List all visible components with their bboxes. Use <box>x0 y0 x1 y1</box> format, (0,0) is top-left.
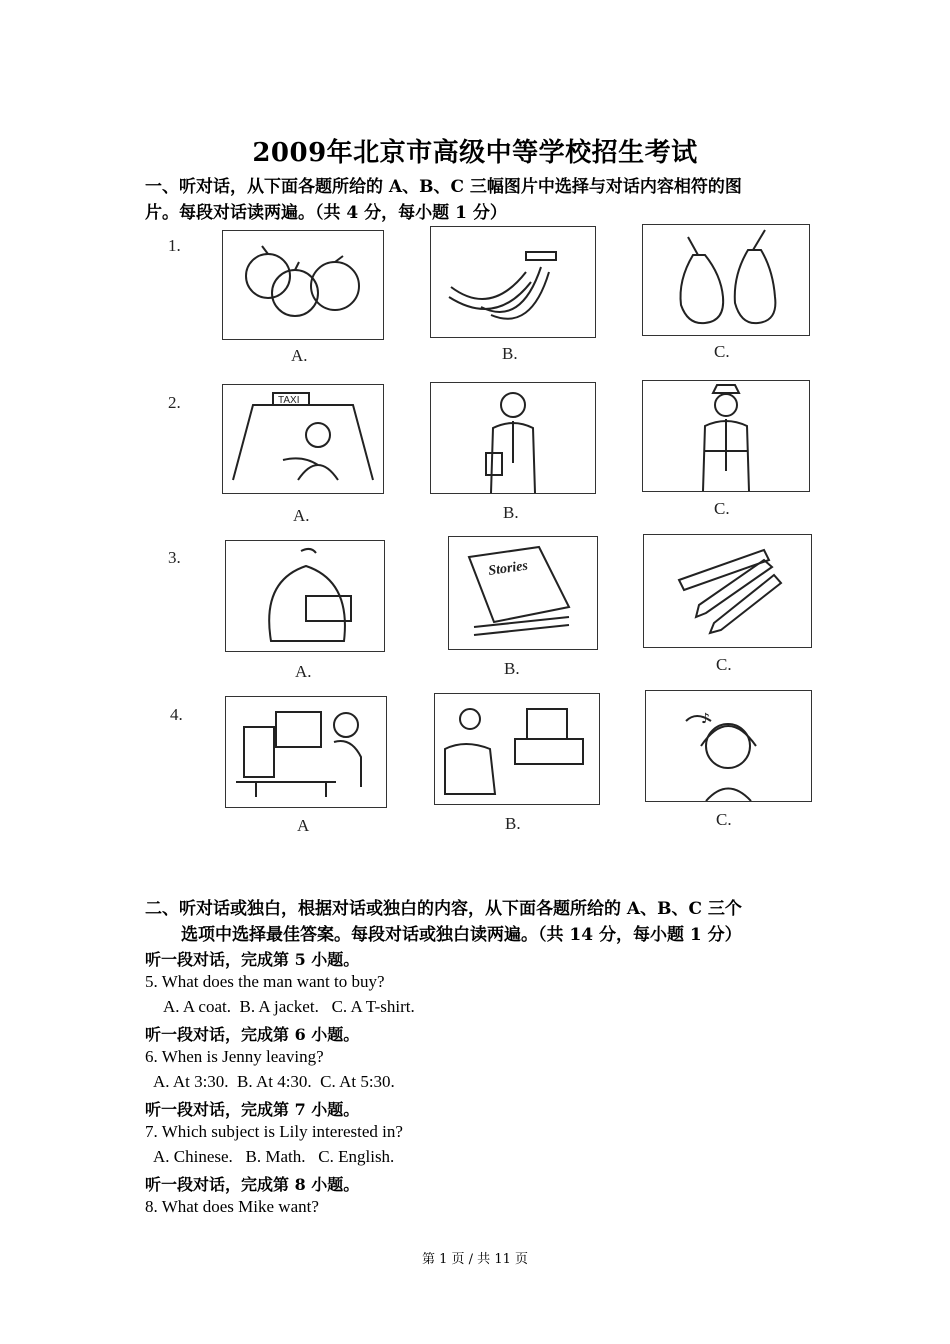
question-options-5: A. A coat. B. A jacket. C. A T-shirt. <box>163 997 415 1016</box>
section1-instructions <box>145 174 742 226</box>
section2-line1: 二、听对话或独白，根据对话或独白的内容，从下面各题所给的 A、B、C 三个 <box>145 899 742 919</box>
question-heading-5: 听一段对话，完成第 5 小题。 <box>145 950 360 969</box>
computer-user-picture <box>225 696 387 808</box>
book-cover-text: Stories <box>487 558 529 579</box>
taxi-driver-picture <box>222 384 384 494</box>
story-books-picture <box>448 536 598 650</box>
section2-line2: 选项中选择最佳答案。每段对话或独白读两遍。（共 14 分，每小题 1 分） <box>181 925 742 945</box>
option-label-3a: A. <box>295 662 312 681</box>
question-heading-8: 听一段对话，完成第 8 小题。 <box>145 1175 360 1194</box>
option-label-1c: C. <box>714 342 730 361</box>
question-heading-7: 听一段对话，完成第 7 小题。 <box>145 1100 360 1119</box>
music-listener-picture <box>645 690 812 802</box>
option-label-2b: B. <box>503 503 519 522</box>
question-number-2: 2. <box>168 393 181 412</box>
option-label-4c: C. <box>716 810 732 829</box>
option-label-2a: A. <box>293 506 310 525</box>
pencils-picture <box>643 534 812 648</box>
taxi-sign-text: TAXI <box>278 395 300 406</box>
section2-instructions <box>145 896 742 948</box>
businessman-picture <box>430 382 596 494</box>
section1-line1: 一、听对话，从下面各题所给的 A、B、C 三幅图片中选择与对话内容相符的图 <box>145 177 742 197</box>
apples-picture <box>222 230 384 340</box>
option-label-4b: B. <box>505 814 521 833</box>
backpack-picture <box>225 540 385 652</box>
svg-text:♪: ♪ <box>701 711 710 727</box>
question-number-4: 4. <box>170 705 183 724</box>
question-options-7: A. Chinese. B. Math. C. English. <box>153 1147 395 1166</box>
option-label-1b: B. <box>502 344 518 363</box>
question-number-1: 1. <box>168 236 181 255</box>
option-label-4a: A <box>297 816 310 835</box>
question-options-6: A. At 3:30. B. At 4:30. C. At 5:30. <box>153 1072 395 1091</box>
question-text-6: 6. When is Jenny leaving? <box>145 1047 324 1066</box>
pears-picture <box>642 224 810 336</box>
option-label-2c: C. <box>714 499 730 518</box>
question-text-7: 7. Which subject is Lily interested in? <box>145 1122 403 1141</box>
page-footer: 第 1 页 / 共 11 页 <box>422 1252 528 1267</box>
option-label-1a: A. <box>291 346 308 365</box>
question-heading-6: 听一段对话，完成第 6 小题。 <box>145 1025 360 1044</box>
bananas-picture <box>430 226 596 338</box>
question-text-8: 8. What does Mike want? <box>145 1197 319 1216</box>
question-text-5: 5. What does the man want to buy? <box>145 972 385 991</box>
option-label-3b: B. <box>504 659 520 678</box>
section1-line2: 片。每段对话读两遍。（共 4 分，每小题 1 分） <box>145 203 507 223</box>
tv-watcher-picture <box>434 693 600 805</box>
page-title: 2009年北京市高级中等学校招生考试 <box>252 138 698 168</box>
option-label-3c: C. <box>716 655 732 674</box>
police-officer-picture <box>642 380 810 492</box>
question-number-3: 3. <box>168 548 181 567</box>
